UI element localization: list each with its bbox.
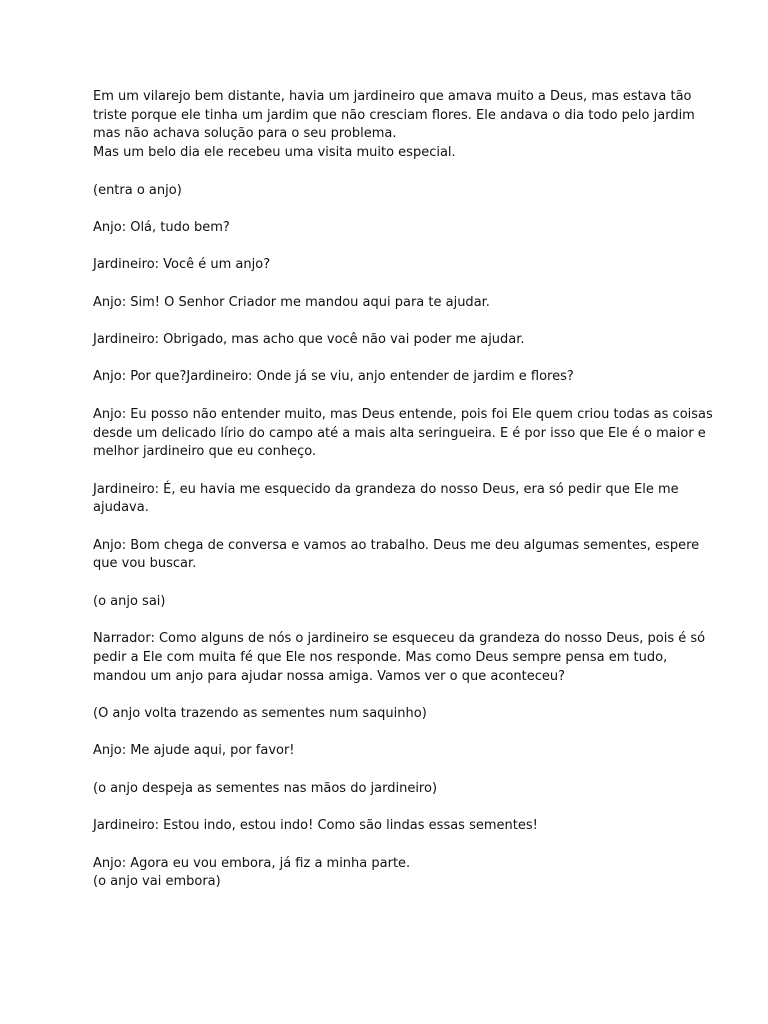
text-line: Anjo: Por que?Jardineiro: Onde já se viu, anjo entender de jardim e flores? bbox=[93, 369, 574, 385]
text-line: (o anjo sai) bbox=[93, 593, 166, 609]
dialogue-line bbox=[93, 537, 700, 574]
text-line: mas não achava solução para o seu problema. bbox=[93, 126, 397, 142]
text-line: Jardineiro: Estou indo, estou indo! Como são lindas essas sementes! bbox=[93, 818, 538, 834]
dialogue-line bbox=[93, 817, 693, 836]
text-line: triste porque ele tinha um jardim que não cresciam flores. Ele andava o dia todo pelo jardim bbox=[93, 107, 695, 123]
text-line: (o anjo despeja as sementes nas mãos do jardineiro) bbox=[93, 780, 438, 796]
text-line: (O anjo volta trazendo as sementes num saquinho) bbox=[93, 706, 427, 722]
text-line: Mas um belo dia ele recebeu uma visita muito especial. bbox=[93, 145, 456, 161]
text-line: Jardineiro: Obrigado, mas acho que você não vai poder me ajudar. bbox=[93, 332, 525, 348]
dialogue-line bbox=[93, 742, 693, 761]
text-line: Jardineiro: É, eu havia me esquecido da grandeza do nosso Deus, era só pedir que Ele me bbox=[93, 481, 679, 497]
text-line: ajudava. bbox=[93, 500, 149, 516]
text-line: Anjo: Agora eu vou embora, já fiz a minha parte. bbox=[93, 855, 411, 871]
stage-direction bbox=[93, 705, 693, 724]
stage-direction bbox=[93, 593, 693, 612]
dialogue-line bbox=[93, 256, 693, 275]
dialogue-line bbox=[93, 855, 693, 892]
text-line: Narrador: Como alguns de nós o jardineiro se esqueceu da grandeza do nosso Deus, pois é só bbox=[93, 631, 706, 647]
text-line: que vou buscar. bbox=[93, 556, 197, 572]
dialogue-line bbox=[93, 219, 693, 238]
text-line: pedir a Ele com muita fé que Ele nos responde. Mas como Deus sempre pensa em tudo, bbox=[93, 649, 668, 665]
text-line: melhor jardineiro que eu conheço. bbox=[93, 444, 317, 460]
document-body bbox=[93, 88, 713, 911]
text-line: Anjo: Sim! O Senhor Criador me mandou aqui para te ajudar. bbox=[93, 294, 490, 310]
dialogue-line bbox=[93, 331, 693, 350]
dialogue-line bbox=[93, 294, 693, 313]
text-line: Jardineiro: Você é um anjo? bbox=[93, 257, 271, 273]
text-line: (entra o anjo) bbox=[93, 182, 182, 198]
text-line: Anjo: Eu posso não entender muito, mas Deus entende, pois foi Ele quem criou todas as coisas bbox=[93, 406, 713, 422]
dialogue-line bbox=[93, 481, 693, 518]
paragraph-intro bbox=[93, 88, 693, 163]
text-line: Anjo: Bom chega de conversa e vamos ao trabalho. Deus me deu algumas sementes, espere bbox=[93, 537, 700, 553]
text-line: Anjo: Olá, tudo bem? bbox=[93, 219, 230, 235]
text-line: Em um vilarejo bem distante, havia um jardineiro que amava muito a Deus, mas estava tão bbox=[93, 89, 692, 104]
dialogue-line bbox=[93, 368, 693, 387]
text-line: (o anjo vai embora) bbox=[93, 874, 221, 890]
narrator-line bbox=[93, 630, 706, 686]
text-line: mandou um anjo para ajudar nossa amiga. Vamos ver o que aconteceu? bbox=[93, 668, 566, 684]
stage-direction bbox=[93, 780, 693, 799]
text-line: desde um delicado lírio do campo até a mais alta seringueira. E é por isso que Ele é o maior e bbox=[93, 425, 706, 441]
text-line: Anjo: Me ajude aqui, por favor! bbox=[93, 743, 295, 759]
stage-direction bbox=[93, 182, 693, 201]
dialogue-line bbox=[93, 406, 713, 462]
